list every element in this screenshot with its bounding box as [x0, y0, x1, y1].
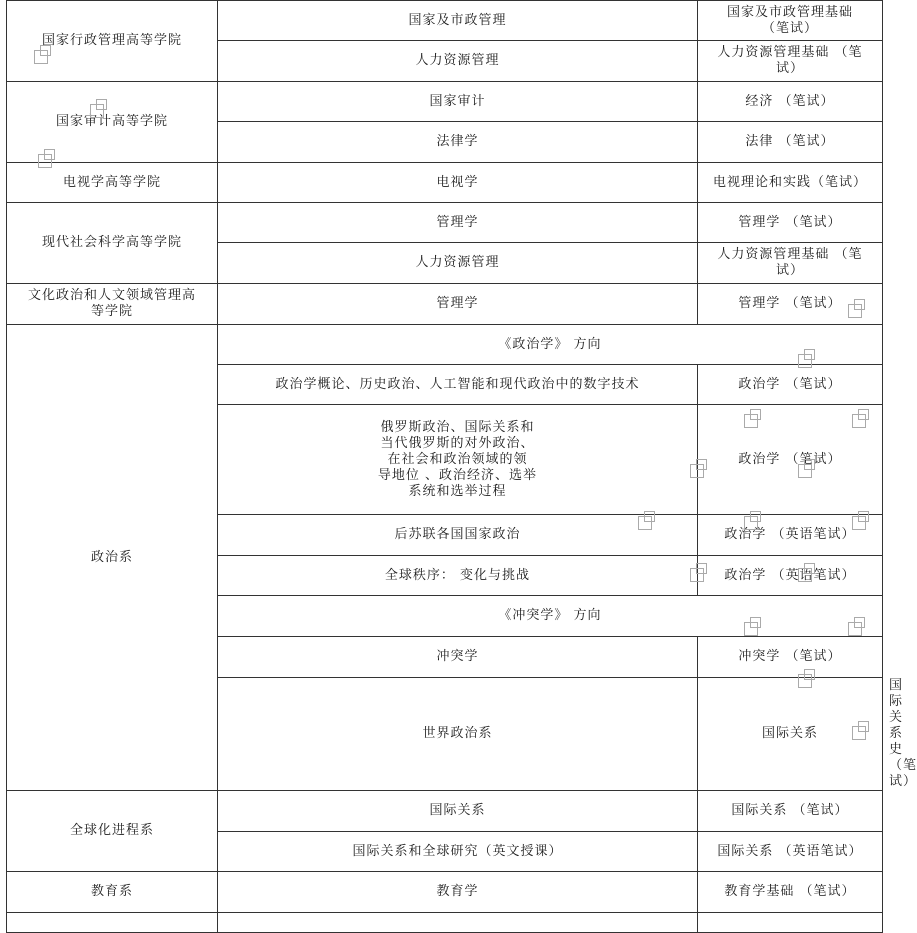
watermark-icon [744, 516, 758, 530]
exam-cell: 法律 （笔试） [698, 122, 883, 163]
watermark-icon [798, 568, 812, 582]
major-cell: 管理学 [218, 203, 698, 243]
table-row [7, 1, 883, 41]
table-cell [7, 913, 218, 933]
watermark-icon [798, 354, 812, 368]
watermark-icon [852, 414, 866, 428]
department-name-cell: 世界政治系 [218, 678, 698, 791]
major-cell: 俄罗斯政治、国际关系和 当代俄罗斯的对外政治、 在社会和政治领域的领 导地位 、政治经济、选举 系统和选举过程 [218, 405, 698, 515]
watermark-icon [690, 464, 704, 478]
table-row [7, 82, 883, 122]
watermark-icon [690, 568, 704, 582]
watermark-icon [90, 104, 104, 118]
exam-cell: 政治学 （英语笔试） [698, 556, 883, 596]
major-cell: 国家审计 [218, 82, 698, 122]
table-row [7, 325, 883, 365]
department-name-cell: 政治系 [7, 325, 218, 791]
major-cell: 国际关系 [698, 678, 883, 791]
major-cell: 国际关系和全球研究（英文授课） [218, 832, 698, 872]
exam-cell: 冲突学 （笔试） [698, 637, 883, 678]
watermark-icon [38, 154, 52, 168]
watermark-icon [852, 726, 866, 740]
exam-cell: 经济 （笔试） [698, 82, 883, 122]
institute-name-cell: 文化政治和人文领域管理高 等学院 [7, 284, 218, 325]
table-row [7, 872, 883, 913]
table-row: 世界政治系 国际关系 国际关系史 （笔试） [7, 678, 883, 791]
institute-name-cell: 国家审计高等学院 [7, 82, 218, 163]
major-cell: 全球秩序： 变化与挑战 [218, 556, 698, 596]
watermark-icon [744, 414, 758, 428]
watermark-icon [848, 304, 862, 318]
watermark-icon [798, 674, 812, 688]
watermark-icon [744, 622, 758, 636]
institute-name-cell: 国家行政管理高等学院 [7, 1, 218, 82]
table-row-bottom-edge [7, 913, 883, 933]
watermark-icon [34, 50, 48, 64]
exam-cell: 国际关系 （英语笔试） [698, 832, 883, 872]
major-cell: 教育学 [218, 872, 698, 913]
major-cell: 法律学 [218, 122, 698, 163]
direction-header: 《政治学》 方向 [218, 325, 883, 365]
table-row [7, 163, 883, 203]
exam-cell: 政治学 （英语笔试） [698, 515, 883, 556]
direction-header: 《冲突学》 方向 [218, 596, 883, 637]
major-cell: 电视学 [218, 163, 698, 203]
major-cell: 国际关系 [218, 791, 698, 832]
exam-cell: 人力资源管理基础 （笔 试） [698, 243, 883, 284]
major-cell: 后苏联各国国家政治 [218, 515, 698, 556]
table-row [7, 284, 883, 325]
exam-cell: 国际关系 （笔试） [698, 791, 883, 832]
exam-cell: 管理学 （笔试） [698, 284, 883, 325]
watermark-icon [848, 622, 862, 636]
table-cell [218, 913, 698, 933]
exam-cell: 电视理论和实践（笔试） [698, 163, 883, 203]
exam-cell: 政治学 （笔试） [698, 405, 883, 515]
table-row [7, 203, 883, 243]
exam-cell: 管理学 （笔试） [698, 203, 883, 243]
watermark-icon [638, 516, 652, 530]
department-name-cell: 教育系 [7, 872, 218, 913]
department-name-cell: 全球化进程系 [7, 791, 218, 872]
major-cell: 冲突学 [218, 637, 698, 678]
admission-table [6, 0, 917, 933]
major-cell: 国家及市政管理 [218, 1, 698, 41]
institute-name-cell: 现代社会科学高等学院 [7, 203, 218, 284]
major-cell: 人力资源管理 [218, 41, 698, 82]
watermark-icon [852, 516, 866, 530]
table-cell [698, 913, 883, 933]
exam-cell: 政治学 （笔试） [698, 365, 883, 405]
major-cell: 政治学概论、历史政治、人工智能和现代政治中的数字技术 [218, 365, 698, 405]
major-cell: 人力资源管理 [218, 243, 698, 284]
watermark-icon [798, 464, 812, 478]
exam-cell: 人力资源管理基础 （笔 试） [698, 41, 883, 82]
exam-cell: 教育学基础 （笔试） [698, 872, 883, 913]
major-cell: 管理学 [218, 284, 698, 325]
institute-name-cell: 电视学高等学院 [7, 163, 218, 203]
exam-cell: 国家及市政管理基础 （笔试） [698, 1, 883, 41]
table-row [7, 791, 883, 832]
